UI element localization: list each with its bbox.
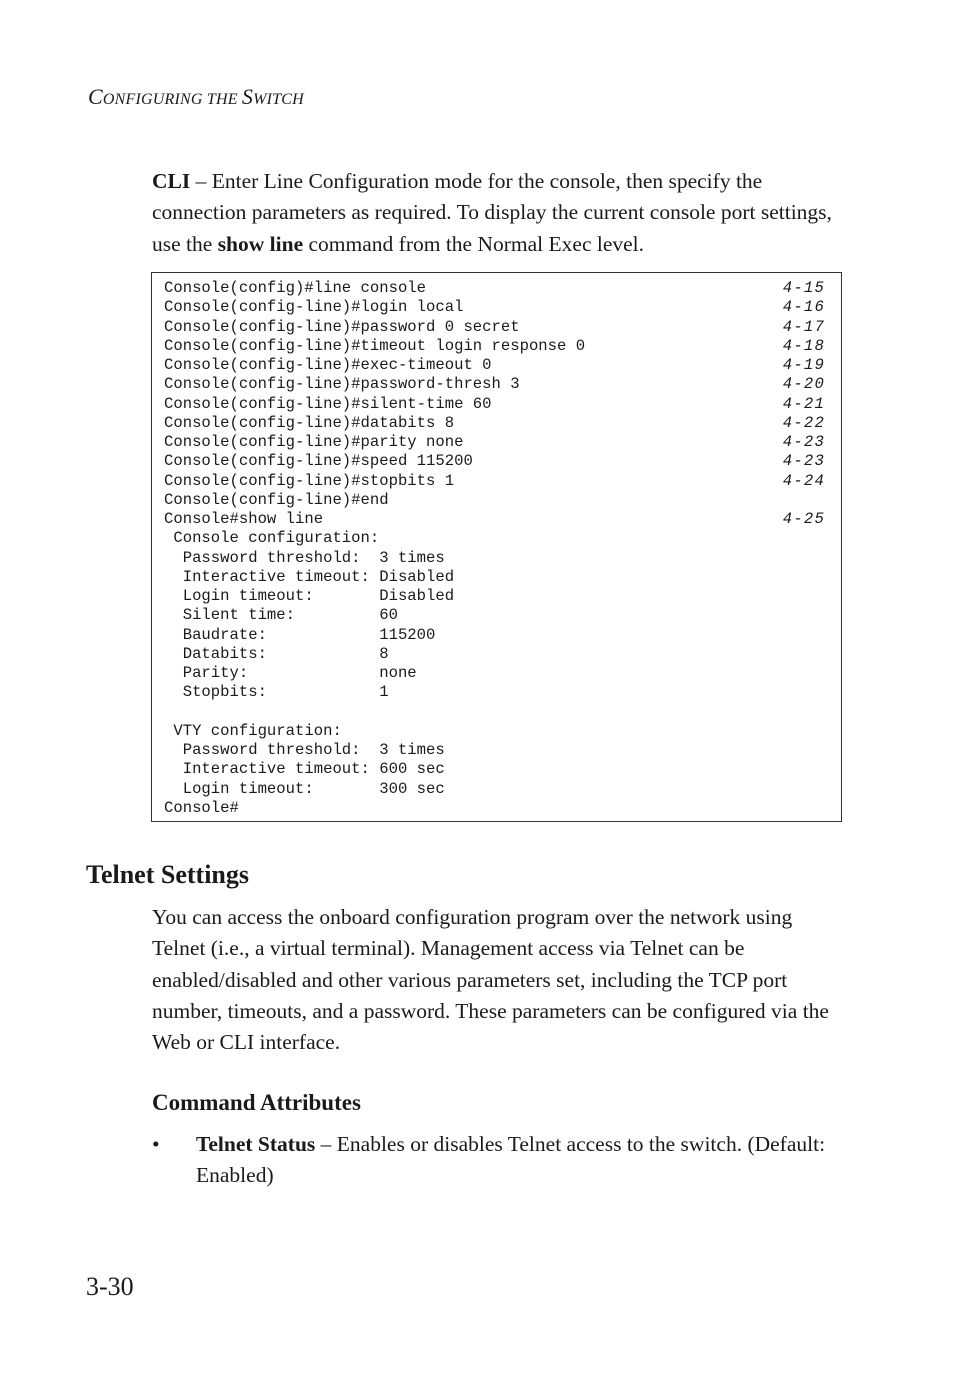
page-reference: 4-15: [782, 279, 825, 297]
code-text: Baudrate: 115200: [164, 625, 436, 644]
code-text: Console(config-line)#login local: [164, 298, 464, 317]
code-line: [164, 626, 825, 645]
attribute-text: [196, 1129, 842, 1192]
code-text: Console(config-line)#speed 115200: [164, 452, 473, 471]
attribute-desc: – Enables or disables Telnet access to the switch. (Default: Enabled): [196, 1132, 826, 1188]
running-header-cap-c: C: [88, 84, 103, 109]
code-line: [164, 760, 825, 779]
code-line: [164, 664, 825, 683]
code-text: Console(config-line)#databits 8: [164, 413, 455, 432]
code-line: [164, 356, 825, 375]
page-reference: 4-17: [782, 317, 825, 336]
code-line: [164, 703, 825, 722]
code-text: Parity: none: [164, 664, 417, 682]
cli-text-1: – Enter Line Configuration mode for the console, then specify the connection parameters as required. To display the current console port settings, use the: [152, 169, 832, 256]
code-text: Stopbits: 1: [164, 683, 389, 702]
code-text: Login timeout: Disabled: [164, 587, 455, 605]
code-text: Console#: [164, 798, 239, 817]
code-line: [164, 568, 825, 587]
cli-code-block: [151, 272, 842, 822]
code-line: [164, 606, 825, 625]
code-line: [164, 683, 825, 702]
attribute-term: Telnet Status: [196, 1132, 316, 1156]
page-reference: 4-16: [782, 298, 825, 317]
running-header-small-1: ONFIGURING THE: [102, 91, 242, 108]
page-reference: 4-21: [782, 394, 825, 413]
running-header-small-2: WITCH: [253, 91, 304, 108]
code-line: [164, 298, 825, 317]
code-text: Console(config-line)#timeout login response 0: [164, 336, 586, 355]
bullet-glyph: •: [152, 1132, 160, 1156]
command-attributes-heading: Command Attributes: [152, 1090, 361, 1115]
code-text: Console(config-line)#end: [164, 490, 389, 509]
code-line: [164, 549, 825, 568]
page-reference: 4-19: [782, 356, 825, 374]
code-line: [164, 414, 825, 433]
running-header-cap-s: S: [241, 84, 254, 109]
code-text: Silent time: 60: [164, 606, 398, 625]
page-reference: 4-25: [782, 510, 825, 528]
code-text: Interactive timeout: 600 sec: [164, 760, 445, 779]
telnet-settings-heading: Telnet Settings: [86, 860, 249, 889]
show-line-command: show line: [217, 231, 304, 256]
code-line: [164, 587, 825, 606]
page-reference: 4-23: [782, 452, 825, 471]
code-text: Password threshold: 3 times: [164, 548, 445, 567]
code-text: Console(config-line)#stopbits 1: [164, 471, 455, 490]
cli-paragraph: [152, 166, 852, 260]
code-text: VTY configuration:: [164, 721, 342, 740]
code-text: Console(config-line)#exec-timeout 0: [164, 356, 492, 374]
code-line: [164, 472, 825, 491]
code-line: [164, 433, 825, 452]
code-line: [164, 452, 825, 471]
telnet-paragraph: You can access the onboard configuration program over the network using Telnet (i.e., a virtual terminal). Management access via Telnet can be enabled/disabled and other various parameters set, including the TCP port number, timeouts, and a password. These parameters can be configured via the Web or CLI interface.: [152, 905, 829, 1055]
code-line: [164, 337, 825, 356]
code-line: [164, 318, 825, 337]
code-line: [164, 645, 825, 664]
code-line: [164, 722, 825, 741]
page-reference: 4-20: [782, 375, 825, 394]
code-lines: [164, 279, 825, 818]
code-text: Databits: 8: [164, 644, 389, 663]
code-line: [164, 279, 825, 298]
code-text: Login timeout: 300 sec: [164, 779, 445, 798]
page-reference: 4-24: [782, 471, 825, 490]
cli-label: CLI: [152, 169, 191, 193]
code-line: [164, 529, 825, 548]
page-reference: 4-23: [782, 433, 825, 451]
code-text: Console configuration:: [164, 529, 380, 548]
code-line: [164, 510, 825, 529]
code-text: Console#show line: [164, 510, 324, 528]
cli-text-2: command from the Normal Exec level.: [303, 231, 645, 256]
page-reference: 4-22: [782, 413, 825, 432]
running-header: [88, 84, 304, 110]
page-number: 3-30: [86, 1272, 134, 1301]
code-text: Console(config)#line console: [164, 279, 427, 297]
code-text: Password threshold: 3 times: [164, 741, 445, 759]
code-line: [164, 799, 825, 818]
code-line: [164, 780, 825, 799]
code-line: [164, 491, 825, 510]
code-text: Console(config-line)#parity none: [164, 433, 464, 451]
code-line: [164, 395, 825, 414]
code-text: Console(config-line)#password 0 secret: [164, 317, 520, 336]
page-reference: 4-18: [782, 336, 825, 355]
code-text: Console(config-line)#silent-time 60: [164, 394, 492, 413]
code-line: [164, 375, 825, 394]
code-line: [164, 741, 825, 760]
code-text: Console(config-line)#password-thresh 3: [164, 375, 520, 394]
code-text: Interactive timeout: Disabled: [164, 567, 455, 586]
